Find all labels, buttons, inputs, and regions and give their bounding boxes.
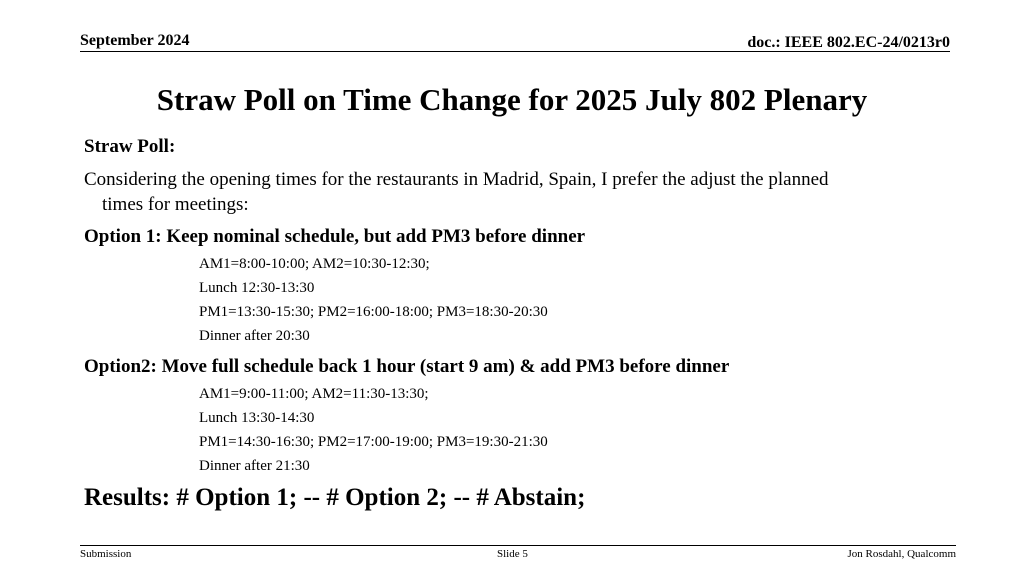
- option1-item: PM1=13:30-15:30; PM2=16:00-18:00; PM3=18:30-20:30: [199, 304, 548, 320]
- footer-rule: [80, 545, 956, 546]
- straw-poll-label: Straw Poll:: [84, 136, 176, 157]
- slide-title: Straw Poll on Time Change for 2025 July 802 Plenary: [156, 82, 868, 117]
- intro-line-2: times for meetings:: [102, 194, 249, 215]
- intro-line-1: Considering the opening times for the restaurants in Madrid, Spain, I prefer the adjust the planned: [84, 169, 829, 190]
- results-line: Results: # Option 1; -- # Option 2; -- # Abstain;: [84, 484, 586, 511]
- option2-item: PM1=14:30-16:30; PM2=17:00-19:00; PM3=19:30-21:30: [199, 434, 548, 450]
- footer-slide-number: Slide 5: [497, 548, 528, 560]
- footer-left: Submission: [80, 548, 132, 560]
- footer-author: Jon Rosdahl, Qualcomm: [847, 548, 956, 560]
- header-doc-id: doc.: IEEE 802.EC-24/0213r0: [747, 34, 950, 51]
- option2-item: AM1=9:00-11:00; AM2=11:30-13:30;: [199, 386, 429, 402]
- option2-item: Dinner after 21:30: [199, 458, 310, 474]
- option1-item: Lunch 12:30-13:30: [199, 280, 315, 296]
- option1-heading: Option 1: Keep nominal schedule, but add PM3 before dinner: [84, 226, 586, 247]
- option2-heading: Option2: Move full schedule back 1 hour (start 9 am) & add PM3 before dinner: [84, 356, 730, 377]
- header-date: September 2024: [80, 32, 190, 49]
- option2-item: Lunch 13:30-14:30: [199, 410, 315, 426]
- option1-item: AM1=8:00-10:00; AM2=10:30-12:30;: [199, 256, 430, 272]
- option1-item: Dinner after 20:30: [199, 328, 310, 344]
- header-rule: [80, 51, 950, 52]
